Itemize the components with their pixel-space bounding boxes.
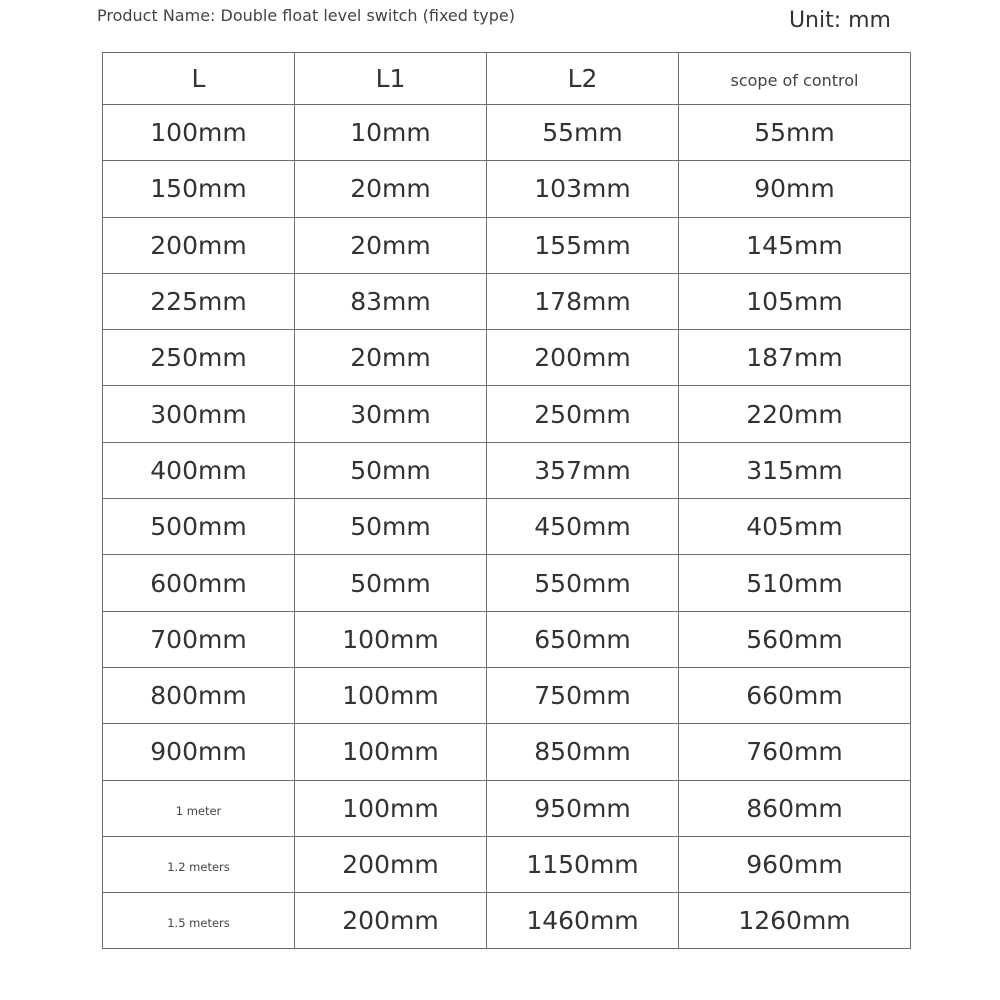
cell-l1: 100mm (295, 611, 487, 667)
cell-l-label: 1.5 meters (167, 916, 230, 931)
table-row (103, 667, 911, 723)
cell-l1: 20mm (295, 217, 487, 273)
spec-table (102, 52, 911, 949)
cell-l1: 100mm (295, 667, 487, 723)
table-header-row (103, 53, 911, 105)
table-row (103, 273, 911, 329)
cell-scope: 90mm (679, 161, 911, 217)
cell-l: 800mm (103, 667, 295, 723)
cell-l2: 750mm (487, 667, 679, 723)
cell-l: 100mm (103, 105, 295, 161)
table-row (103, 386, 911, 442)
cell-l2: 450mm (487, 499, 679, 555)
column-header-l1: L1 (295, 53, 487, 105)
column-header-scope-label: scope of control (730, 71, 859, 90)
table-row (103, 105, 911, 161)
cell-l2: 850mm (487, 724, 679, 780)
cell-scope: 560mm (679, 611, 911, 667)
cell-l-label: 1.2 meters (167, 860, 230, 874)
cell-l2: 650mm (487, 611, 679, 667)
cell-l: 250mm (103, 330, 295, 386)
column-header-l: L (103, 53, 295, 105)
table-row (103, 217, 911, 273)
cell-l1: 20mm (295, 161, 487, 217)
cell-l1: 200mm (295, 836, 487, 892)
cell-scope: 660mm (679, 667, 911, 723)
cell-scope: 187mm (679, 330, 911, 386)
cell-l: 150mm (103, 161, 295, 217)
table-row (103, 780, 911, 836)
cell-l1: 200mm (295, 893, 487, 949)
cell-l2: 950mm (487, 780, 679, 836)
table-row (103, 724, 911, 780)
cell-scope: 860mm (679, 780, 911, 836)
cell-l1: 30mm (295, 386, 487, 442)
table-row (103, 893, 911, 949)
cell-l (103, 836, 295, 892)
table-row (103, 330, 911, 386)
table-row (103, 555, 911, 611)
cell-scope: 315mm (679, 442, 911, 498)
cell-l (103, 893, 295, 949)
cell-l: 700mm (103, 611, 295, 667)
cell-l2: 250mm (487, 386, 679, 442)
cell-l: 225mm (103, 273, 295, 329)
unit-label: Unit: mm (788, 8, 891, 33)
cell-scope: 510mm (679, 555, 911, 611)
cell-l1: 50mm (295, 555, 487, 611)
cell-l2: 1460mm (487, 893, 679, 949)
cell-l2: 155mm (487, 217, 679, 273)
cell-l (103, 780, 295, 836)
table-row (103, 442, 911, 498)
cell-l-label: 1 meter (175, 803, 222, 818)
cell-l1: 83mm (295, 273, 487, 329)
cell-l1: 100mm (295, 780, 487, 836)
cell-l: 200mm (103, 217, 295, 273)
cell-scope: 960mm (679, 836, 911, 892)
cell-l1: 20mm (295, 330, 487, 386)
cell-l2: 1150mm (487, 836, 679, 892)
cell-l1: 50mm (295, 442, 487, 498)
cell-scope: 145mm (679, 217, 911, 273)
cell-l2: 178mm (487, 273, 679, 329)
cell-l: 400mm (103, 442, 295, 498)
table-row (103, 499, 911, 555)
cell-l: 300mm (103, 386, 295, 442)
column-header-l2: L2 (487, 53, 679, 105)
cell-l1: 50mm (295, 499, 487, 555)
cell-l: 600mm (103, 555, 295, 611)
cell-scope: 105mm (679, 273, 911, 329)
table-row (103, 611, 911, 667)
cell-l2: 357mm (487, 442, 679, 498)
product-name: Product Name: Double float level switch (fixed type) (97, 6, 515, 25)
cell-scope: 220mm (679, 386, 911, 442)
cell-scope: 760mm (679, 724, 911, 780)
cell-l: 500mm (103, 499, 295, 555)
cell-l2: 200mm (487, 330, 679, 386)
cell-scope: 55mm (679, 105, 911, 161)
cell-l1: 10mm (295, 105, 487, 161)
cell-scope: 405mm (679, 499, 911, 555)
column-header-scope-of-control (679, 53, 911, 105)
table-row (103, 161, 911, 217)
cell-scope: 1260mm (679, 893, 911, 949)
cell-l1: 100mm (295, 724, 487, 780)
cell-l2: 103mm (487, 161, 679, 217)
cell-l2: 55mm (487, 105, 679, 161)
table-row (103, 836, 911, 892)
cell-l: 900mm (103, 724, 295, 780)
cell-l2: 550mm (487, 555, 679, 611)
